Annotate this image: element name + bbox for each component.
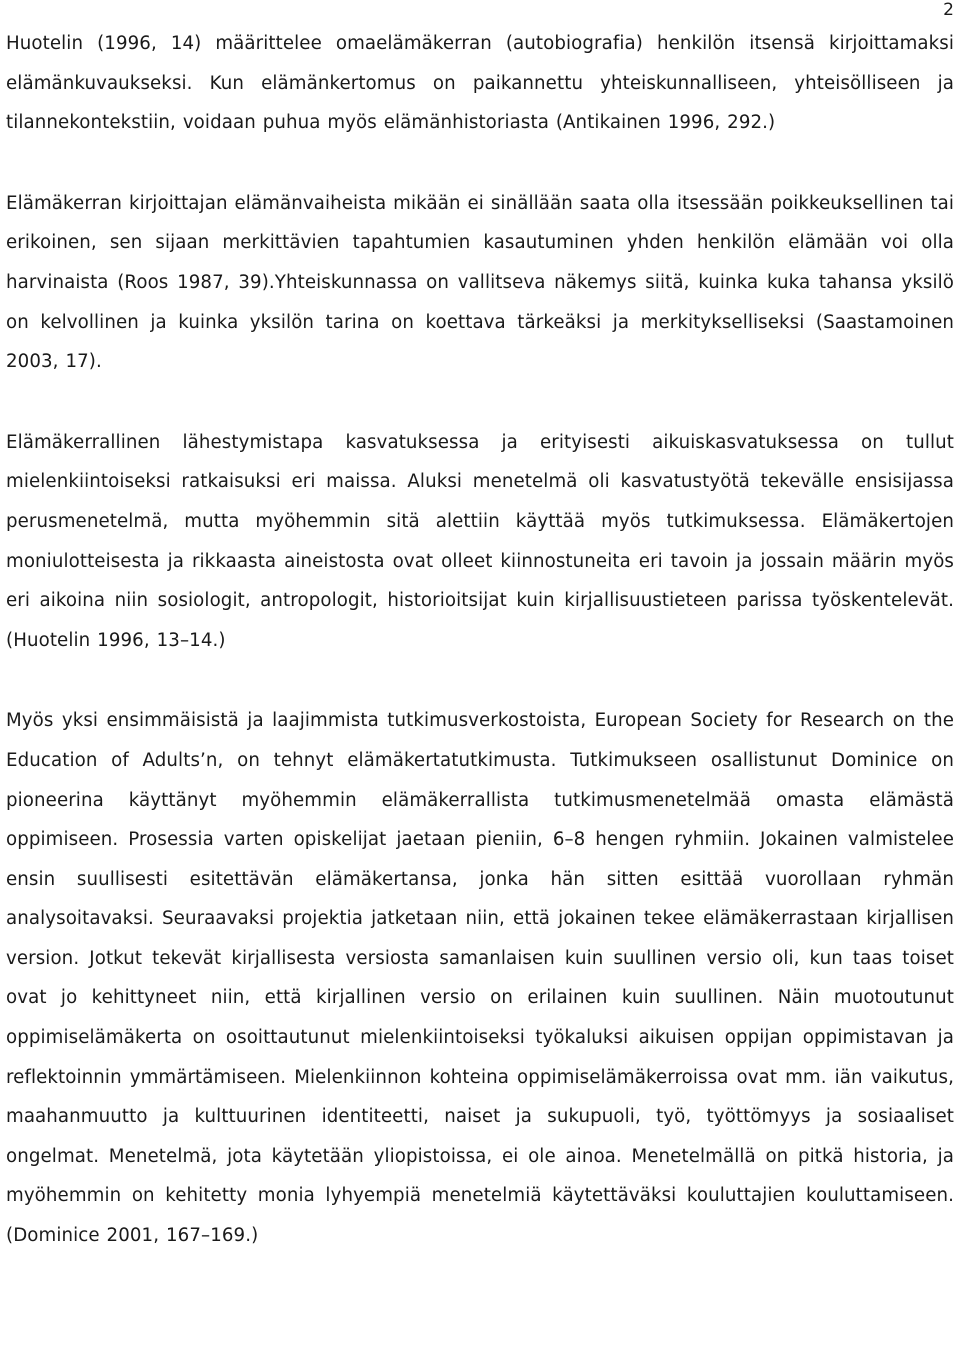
paragraph-2: Elämäkerran kirjoittajan elämänvaiheista mikään ei sinällään saata olla itsessään poikkeuksellinen tai erikoinen, sen sijaan merkittävien tapahtumien kasautuminen yhden henkilön elämään voi olla harvinaista (Roos 1987, 39).Yhteiskunnassa on vallitseva näkemys siitä, kuinka kuka tahansa yksilö on kelvollinen ja kuinka yksilön tarina on koettava tärkeäksi ja merkitykselliseksi (Saastamoinen 2003, 17).: [6, 192, 954, 373]
paragraph-gap: [6, 382, 954, 423]
paragraph-3: Elämäkerrallinen lähestymistapa kasvatuksessa ja erityisesti aikuiskasvatuksessa on tullut mielenkiintoiseksi ratkaisuksi eri maissa. Aluksi menetelmä oli kasvatustyötä tekevälle ensisijassa perusmenetelmä, mutta myöhemmin sitä alettiin käyttää myös tutkimuksessa. Elämäkertojen moniulotteisesta ja rikkaasta aineistosta ovat olleet kiinnostuneita eri tavoin ja jossain määrin myös eri aikoina niin sosiologit, antropologit, historioitsijat kuin kirjallisuustieteen parissa työskentelevät. (Huotelin 1996, 13–14.): [6, 431, 954, 651]
paragraph-gap: [6, 660, 954, 701]
paragraph-1: Huotelin (1996, 14) määrittelee omaelämäkerran (autobiografia) henkilön itsensä kirjoittamaksi elämänkuvaukseksi. Kun elämänkertomus on paikannettu yhteiskunnalliseen, yhteisölliseen ja tilannekontekstiin, voidaan puhua myös elämänhistoriasta (Antikainen 1996, 292.): [6, 33, 954, 134]
page-number: 2: [943, 0, 954, 20]
paragraph-gap: [6, 143, 954, 184]
paragraph-4: Myös yksi ensimmäisistä ja laajimmista tutkimusverkostoista, European Society for Research on the Education of Adults’n, on tehnyt elämäkertatutkimusta. Tutkimukseen osallistunut Dominice on pioneerina käyttänyt myöhemmin elämäkerrallista tutkimusmenetelmää omasta elämästä oppimiseen. Prosessia varten opiskelijat jaetaan pieniin, 6–8 hengen ryhmiin. Jokainen valmistelee ensin suullisesti esitettävän elämäkertansa, jonka hän sitten esittää vuorollaan ryhmän analysoitavaksi. Seuraavaksi projektia jatketaan niin, että jokainen tekee elämäkerrastaan kirjallisen version. Jotkut tekevät kirjallisesta versiosta samanlaisen kuin suullinen versio oli, kun taas toiset ovat jo kehittyneet niin, että kirjallinen versio on erilainen kuin suullinen. Näin muotoutunut oppimiselämäkerta on osoittautunut mielenkiintoiseksi työkaluksi aikuisen oppijan oppimistavan ja reflektoinnin ymmärtämiseen. Mielenkiinnon kohteina oppimiselämäkerroissa ovat mm. iän vaikutus, maahanmuutto ja kulttuurinen identiteetti, naiset ja sukupuoli, työ, työttömyys ja sosiaaliset ongelmat. Menetelmä, jota käytetään yliopistoissa, ei ole ainoa. Menetelmällä on pitkä historia, ja myöhemmin on kehitetty monia lyhyempiä menetelmiä käytettäväksi kouluttajien kouluttamiseen. (Dominice 2001, 167–169.): [6, 710, 954, 1247]
